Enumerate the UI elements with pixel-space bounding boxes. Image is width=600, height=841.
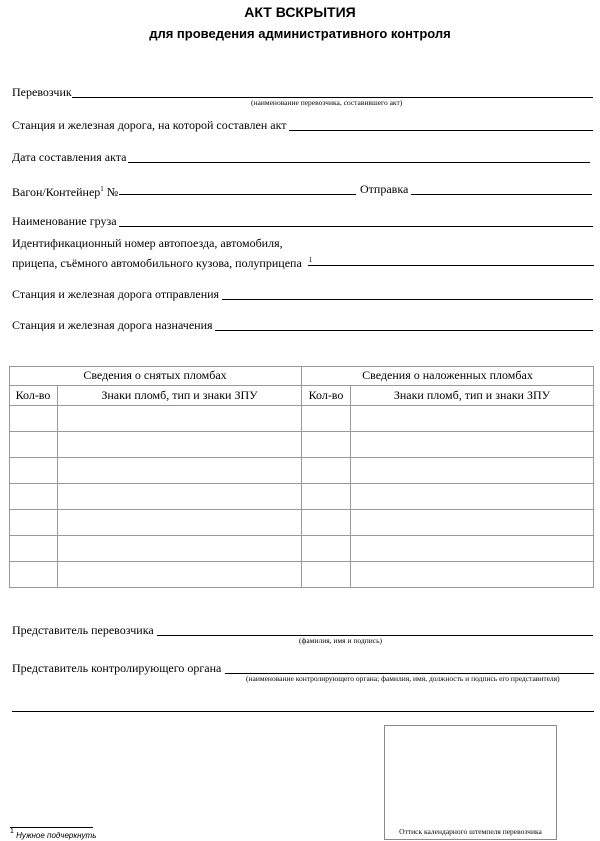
- carrier-caption: (наименование перевозчика, составившего акт): [251, 98, 403, 107]
- wagon-number-sign: №: [106, 185, 119, 199]
- footnote-marker: 1: [10, 828, 14, 835]
- control-rep-label: Представитель контролирующего органа: [12, 661, 222, 675]
- control-rep-caption: (наименование контролирующего органа; фамилия, имя, должность и подпись его представителя): [246, 674, 560, 683]
- table-row-line: [9, 431, 594, 432]
- control-rep-extra-line[interactable]: [12, 711, 594, 712]
- wagon-field-line[interactable]: [119, 194, 356, 195]
- seals-table: [9, 366, 594, 588]
- destination-label: Станция и железная дорога назначения: [12, 318, 213, 332]
- table-row-line: [9, 509, 594, 510]
- id-label-line2-text: прицепа, съёмного автомобильного кузова, полуприцепа: [12, 256, 302, 270]
- carrier-rep-label: Представитель перевозчика: [12, 623, 154, 637]
- footnote-text: Нужное подчеркнуть: [16, 831, 97, 840]
- date-field-line[interactable]: [128, 162, 590, 163]
- station-label: Станция и железная дорога, на которой составлен акт: [12, 118, 287, 132]
- table-row-line: [9, 385, 594, 386]
- wagon-label-text: Вагон/Контейнер: [12, 185, 101, 199]
- station-field-line[interactable]: [289, 130, 593, 131]
- id-field-line[interactable]: [308, 265, 594, 266]
- removed-seals-header: Сведения о снятых пломбах: [83, 368, 227, 382]
- wagon-footnote-marker: 1: [100, 185, 104, 193]
- id-label-line2: [12, 253, 312, 270]
- shipment-label: Отправка: [360, 182, 409, 196]
- departure-label: Станция и железная дорога отправления: [12, 287, 220, 301]
- carrier-rep-caption: (фамилия, имя и подпись): [299, 636, 383, 645]
- applied-qty-header: Кол-во: [308, 388, 344, 402]
- table-row-line: [9, 483, 594, 484]
- table-qty-divider-left: [57, 385, 58, 588]
- document-title: АКТ ВСКРЫТИЯ: [244, 4, 356, 20]
- id-label-line1: Идентификационный номер автопоезда, автомобиля,: [12, 236, 283, 250]
- date-label: Дата составления акта: [12, 150, 127, 164]
- document-subtitle: для проведения административного контроля: [149, 26, 451, 41]
- carrier-label: Перевозчик: [12, 85, 72, 99]
- table-row-line: [9, 535, 594, 536]
- table-row-line: [9, 457, 594, 458]
- id-footnote-marker: 1: [308, 256, 313, 264]
- table-row-line: [9, 561, 594, 562]
- shipment-field-line[interactable]: [411, 194, 592, 195]
- table-border-right: [593, 366, 594, 588]
- table-qty-divider-right: [350, 385, 351, 588]
- removed-qty-header: Кол-во: [15, 388, 51, 402]
- cargo-field-line[interactable]: [119, 226, 593, 227]
- cargo-label: Наименование груза: [12, 214, 117, 228]
- stamp-box: [384, 725, 557, 840]
- removed-marks-header: Знаки пломб, тип и знаки ЗПУ: [101, 388, 258, 402]
- applied-seals-header: Сведения о наложенных пломбах: [362, 368, 533, 382]
- destination-field-line[interactable]: [215, 330, 593, 331]
- table-row-line: [9, 405, 594, 406]
- departure-field-line[interactable]: [222, 299, 593, 300]
- footnote: [10, 828, 96, 840]
- applied-marks-header: Знаки пломб, тип и знаки ЗПУ: [393, 388, 551, 402]
- stamp-caption: Оттиск календарного штемпеля перевозчика: [399, 827, 542, 836]
- wagon-label: [12, 182, 118, 199]
